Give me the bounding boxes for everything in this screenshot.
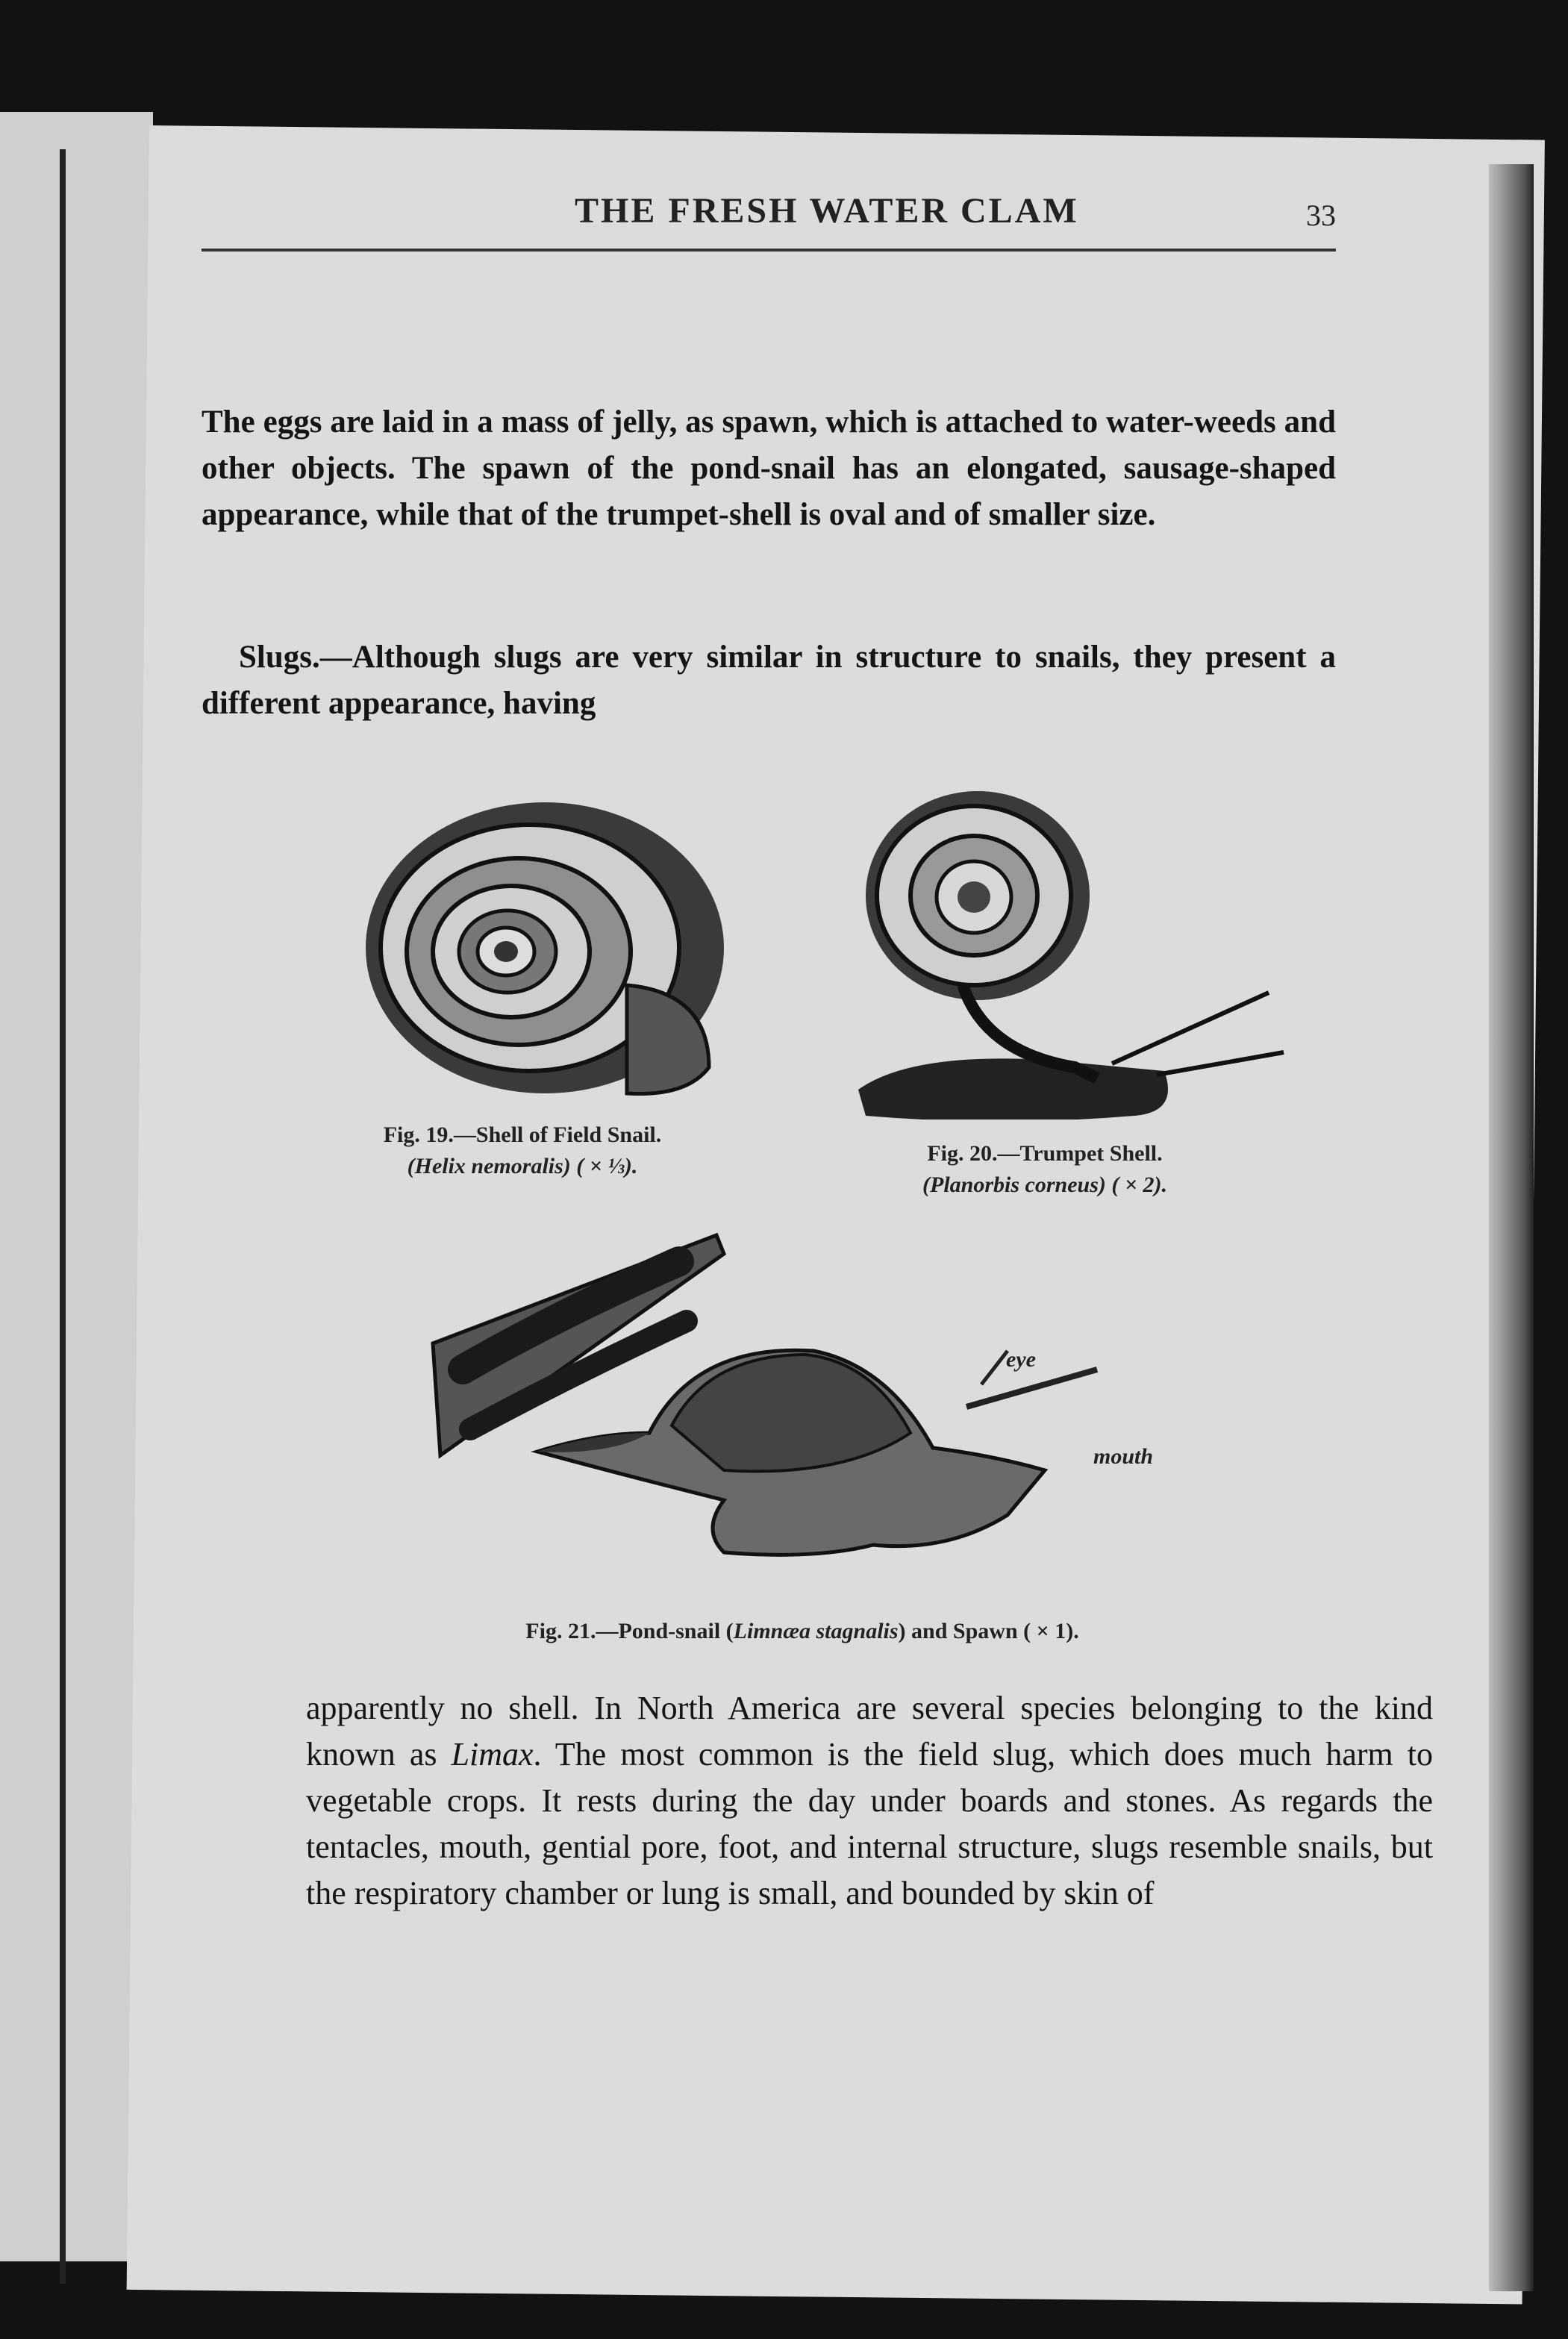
header-rule: [202, 249, 1336, 252]
fig20-scientific-name: (Planorbis corneus) ( × 2).: [922, 1172, 1167, 1197]
label-mouth: mouth: [1093, 1444, 1154, 1469]
fig21-scientific-name: Limnæa stagnalis: [733, 1619, 899, 1643]
paragraph-slugs: [202, 634, 1336, 727]
fig20-caption: [836, 1138, 1254, 1201]
book-gutter: [60, 149, 66, 2284]
page-edge-right: [1489, 164, 1534, 2291]
paragraph-slugs-text: —Although slugs are very similar in structure to snails, they present a different appearance, having: [202, 640, 1336, 721]
fig20-label: Fig. 20.—Trumpet Shell.: [927, 1141, 1163, 1166]
running-title: THE FRESH WATER CLAM: [575, 191, 1079, 231]
fig19-label: Fig. 19.—Shell of Field Snail.: [383, 1122, 662, 1147]
trumpet-shell-illustration: [851, 784, 1299, 1119]
paragraph-eggs: The eggs are laid in a mass of jelly, as spawn, which is attached to water-weeds and other objects. The spawn of the pond-snail has an elongated, sausage-shaped appearance, while that of the trumpet-shell is oval and of smaller size.: [202, 405, 1336, 532]
paragraph-limax-a: apparently no shell. In North America are several species belonging to the kind known as: [306, 1690, 1433, 1773]
running-header: [202, 190, 1336, 265]
fig19-scientific-name: (Helix nemoralis) ( × ⅓).: [407, 1154, 638, 1178]
fig21-caption: [418, 1616, 1187, 1647]
page-number: 33: [1306, 199, 1336, 232]
label-eye: eye: [1006, 1347, 1036, 1372]
fig21-label-b: ) and Spawn ( × 1).: [898, 1619, 1079, 1643]
fig21-label-a: Fig. 21.—Pond-snail (: [525, 1619, 734, 1643]
field-snail-shell-illustration: [358, 799, 731, 1112]
fig19-caption: [313, 1119, 731, 1182]
limax-italic: Limax: [451, 1736, 534, 1773]
pond-snail-illustration: [425, 1231, 1172, 1590]
run-in-heading: Slugs.: [239, 640, 320, 675]
paragraph-limax: [306, 1685, 1433, 1917]
paragraph-limax-b: . The most common is the field slug, which does much harm to vegetable crops. It rests during the day under boards and stones. As regards the tentacles, mouth, gential pore, foot, and internal structure, slugs resemble snails, but the respiratory chamber or lung is small, and bounded by skin of: [306, 1736, 1433, 1911]
